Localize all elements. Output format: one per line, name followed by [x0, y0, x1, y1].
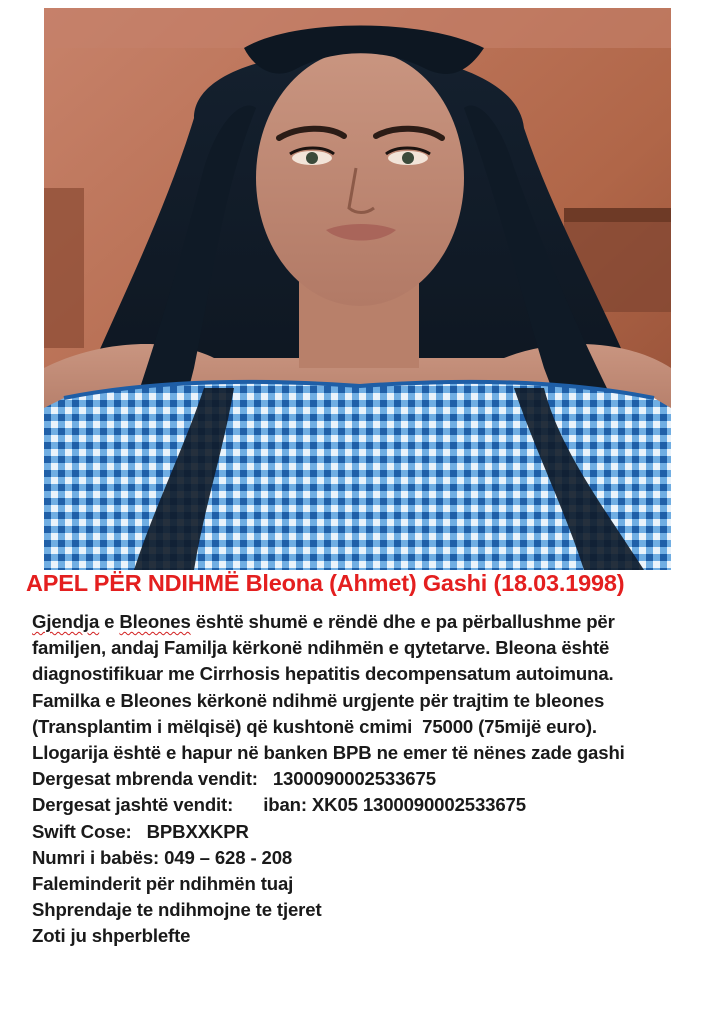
body-text: e: [99, 611, 120, 632]
misspelled-word: Bleones: [119, 611, 191, 632]
domestic-transfer-line: Dergesat mbrenda vendit: 1300090002533675: [32, 768, 436, 790]
body-text: është shumë e rëndë dhe e pa përballushme për: [190, 611, 615, 632]
appeal-body: [32, 609, 702, 949]
blessing-line: Zoti ju shperblefte: [32, 925, 191, 947]
iban-line: Dergesat jashtë vendit: iban: XK05 1300090002533675: [32, 794, 526, 816]
misspelled-word: Gjendja: [32, 611, 100, 632]
swift-line: Swift Cose: BPBXXKPR: [32, 820, 249, 842]
cost-line: (Transplantim i mëlqisë) që kushtonë cmimi 75000 (75mijë euro).: [32, 715, 597, 737]
portrait-photo: [44, 8, 671, 570]
appeal-title: APEL PËR NDIHMË Bleona (Ahmet) Gashi (18.03.1998): [26, 570, 625, 596]
account-line: Llogarija është e hapur në banken BPB ne emer të nënes zade gashi: [32, 741, 625, 763]
thanks-line: Faleminderit për ndihmën tuaj: [32, 872, 294, 894]
phone-line: Numri i babës: 049 – 628 - 208: [32, 846, 293, 868]
diagnosis-line: diagnostifikuar me Cirrhosis hepatitis decompensatum autoimuna.: [32, 663, 614, 685]
share-line: Shprendaje te ndihmojne te tjeret: [32, 899, 322, 921]
body-line-4: Familka e Bleones kërkonë ndihmë urgjente për trajtim te bleones: [32, 689, 605, 711]
body-line-1: [32, 609, 702, 635]
body-line-2: familjen, andaj Familja kërkonë ndihmën e qytetarve. Bleona është: [32, 637, 610, 659]
